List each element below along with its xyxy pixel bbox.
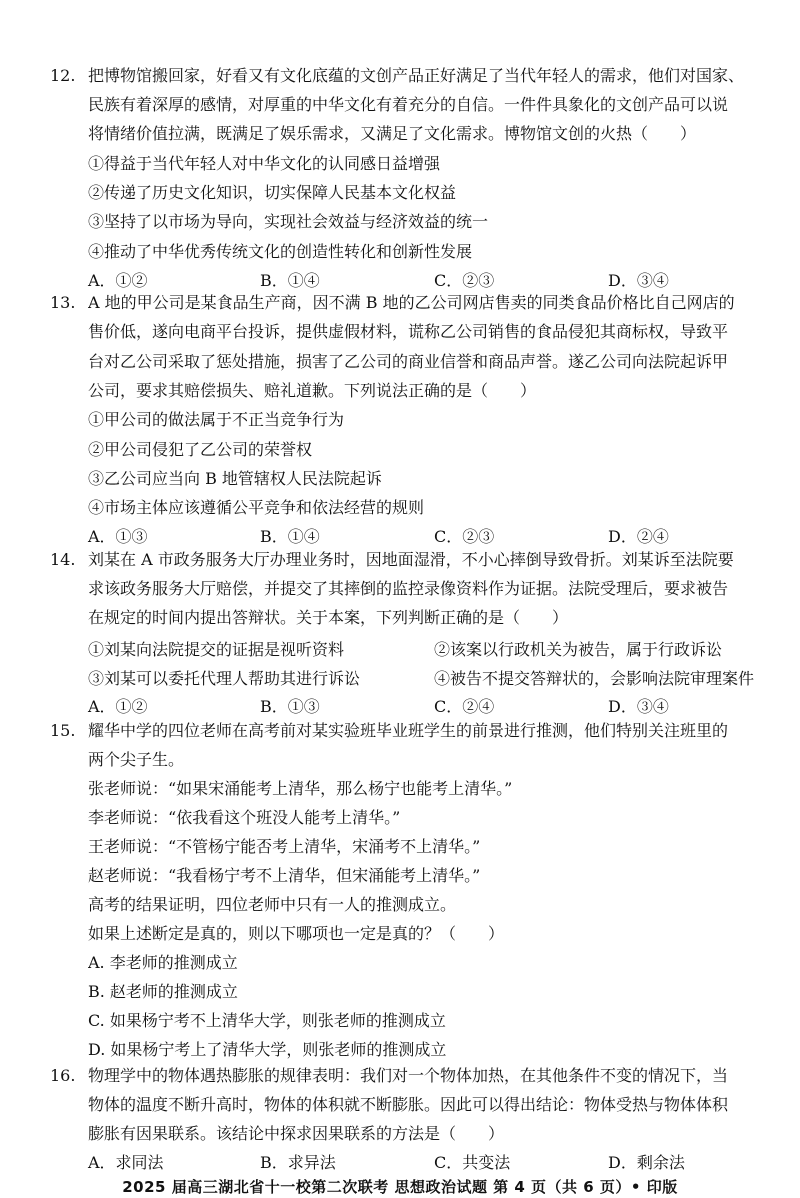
statement: ④市场主体应该遵循公平竞争和依法经营的规则 <box>88 498 425 517</box>
question-text-line: 台对乙公司采取了惩处措施，损害了乙公司的商业信誉和商品声誉。遂乙公司向法院起诉甲 <box>88 352 729 371</box>
option-a[interactable]: A．求同法 <box>88 1153 164 1172</box>
option-c[interactable]: C．②④ <box>434 697 495 716</box>
option-a[interactable]: A. 李老师的推测成立 <box>88 953 238 972</box>
option-c[interactable]: C．②③ <box>434 271 495 290</box>
question-text-line: 把博物馆搬回家，好看又有文化底蕴的文创产品正好满足了当代年轻人的需求，他们对国家、 <box>88 66 745 85</box>
option-d[interactable]: D．③④ <box>608 697 669 716</box>
question-text-line: 高考的结果证明，四位老师中只有一人的推测成立。 <box>88 895 457 914</box>
question-number: 15. <box>50 721 76 740</box>
quote-line: 赵老师说：“我看杨宁考不上清华，但宋涌能考上清华。” <box>88 866 481 885</box>
option-a[interactable]: A．①② <box>88 271 148 290</box>
question-text-line: 膨胀有因果联系。该结论中探求因果联系的方法是（ ） <box>88 1124 505 1143</box>
question-text-line: 民族有着深厚的感情，对厚重的中华文化有着充分的自信。一件件具象化的文创产品可以说 <box>88 95 729 114</box>
question-text-line: 物理学中的物体遇热膨胀的规律表明：我们对一个物体加热，在其他条件不变的情况下，当 <box>88 1066 729 1085</box>
quote-line: 张老师说：“如果宋涌能考上清华，那么杨宁也能考上清华。” <box>88 779 513 798</box>
option-d[interactable]: D．③④ <box>608 271 669 290</box>
quote-line: 王老师说：“不管杨宁能否考上清华，宋涌考不上清华。” <box>88 837 481 856</box>
question-text-line: 如果上述断定是真的，则以下哪项也一定是真的？（ ） <box>88 924 505 943</box>
statement: ④被告不提交答辩状的，会影响法院审理案件 <box>434 669 755 688</box>
option-b[interactable]: B．①④ <box>260 271 320 290</box>
statement: ①甲公司的做法属于不正当竞争行为 <box>88 410 345 429</box>
statement: ②传递了历史文化知识，切实保障人民基本文化权益 <box>88 183 457 202</box>
statement: ①刘某向法院提交的证据是视听资料 <box>88 640 345 659</box>
question-number: 14. <box>50 550 76 569</box>
statement: ④推动了中华优秀传统文化的创造性转化和创新性发展 <box>88 242 473 261</box>
statement: ③坚持了以市场为导向，实现社会效益与经济效益的统一 <box>88 212 489 231</box>
question-number: 16. <box>50 1066 76 1085</box>
question-text-line: A 地的甲公司是某食品生产商，因不满 B 地的乙公司网店售卖的同类食品价格比自己网店的 <box>88 293 735 312</box>
option-b[interactable]: B．①④ <box>260 527 320 546</box>
question-text-line: 刘某在 A 市政务服务大厅办理业务时，因地面湿滑，不小心摔倒导致骨折。刘某诉至法院要 <box>88 550 734 569</box>
question-text-line: 售价低，遂向电商平台投诉，提供虚假材料，谎称乙公司销售的食品侵犯其商标权，导致平 <box>88 322 729 341</box>
question-text-line: 物体的温度不断升高时，物体的体积就不断膨胀。因此可以得出结论：物体受热与物体体积 <box>88 1095 729 1114</box>
question-text-line: 耀华中学的四位老师在高考前对某实验班毕业班学生的前景进行推测，他们特别关注班里的 <box>88 721 729 740</box>
option-b[interactable]: B. 赵老师的推测成立 <box>88 982 238 1001</box>
option-d[interactable]: D．②④ <box>608 527 669 546</box>
option-c[interactable]: C．②③ <box>434 527 495 546</box>
option-b[interactable]: B．①③ <box>260 697 320 716</box>
question-text-line: 将情绪价值拉满，既满足了娱乐需求，又满足了文化需求。博物馆文创的火热（ ） <box>88 124 697 143</box>
question-text-line: 公司，要求其赔偿损失、赔礼道歉。下列说法正确的是（ ） <box>88 381 537 400</box>
page-footer: 2025 届高三湖北省十一校第二次联考 思想政治试题 第 4 页（共 6 页）• 印版 <box>122 1178 678 1196</box>
question-text-line: 在规定的时间内提出答辩状。关于本案，下列判断正确的是（ ） <box>88 608 569 627</box>
option-a[interactable]: A．①③ <box>88 527 148 546</box>
statement: ③刘某可以委托代理人帮助其进行诉讼 <box>88 669 361 688</box>
question-text-line: 求该政务服务大厅赔偿，并提交了其摔倒的监控录像资料作为证据。法院受理后，要求被告 <box>88 579 729 598</box>
option-c[interactable]: C. 如果杨宁考不上清华大学，则张老师的推测成立 <box>88 1011 446 1030</box>
question-number: 13. <box>50 293 76 312</box>
quote-line: 李老师说：“依我看这个班没人能考上清华。” <box>88 808 401 827</box>
statement: ③乙公司应当向 B 地管辖权人民法院起诉 <box>88 469 382 488</box>
option-d[interactable]: D．剩余法 <box>608 1153 685 1172</box>
question-text-line: 两个尖子生。 <box>88 750 185 769</box>
statement: ②该案以行政机关为被告，属于行政诉讼 <box>434 640 723 659</box>
option-a[interactable]: A．①② <box>88 697 148 716</box>
statement: ②甲公司侵犯了乙公司的荣誉权 <box>88 440 313 459</box>
statement: ①得益于当代年轻人对中华文化的认同感日益增强 <box>88 154 441 173</box>
question-number: 12. <box>50 66 76 85</box>
option-b[interactable]: B．求异法 <box>260 1153 336 1172</box>
option-c[interactable]: C．共变法 <box>434 1153 511 1172</box>
option-d[interactable]: D. 如果杨宁考上了清华大学，则张老师的推测成立 <box>88 1040 447 1059</box>
